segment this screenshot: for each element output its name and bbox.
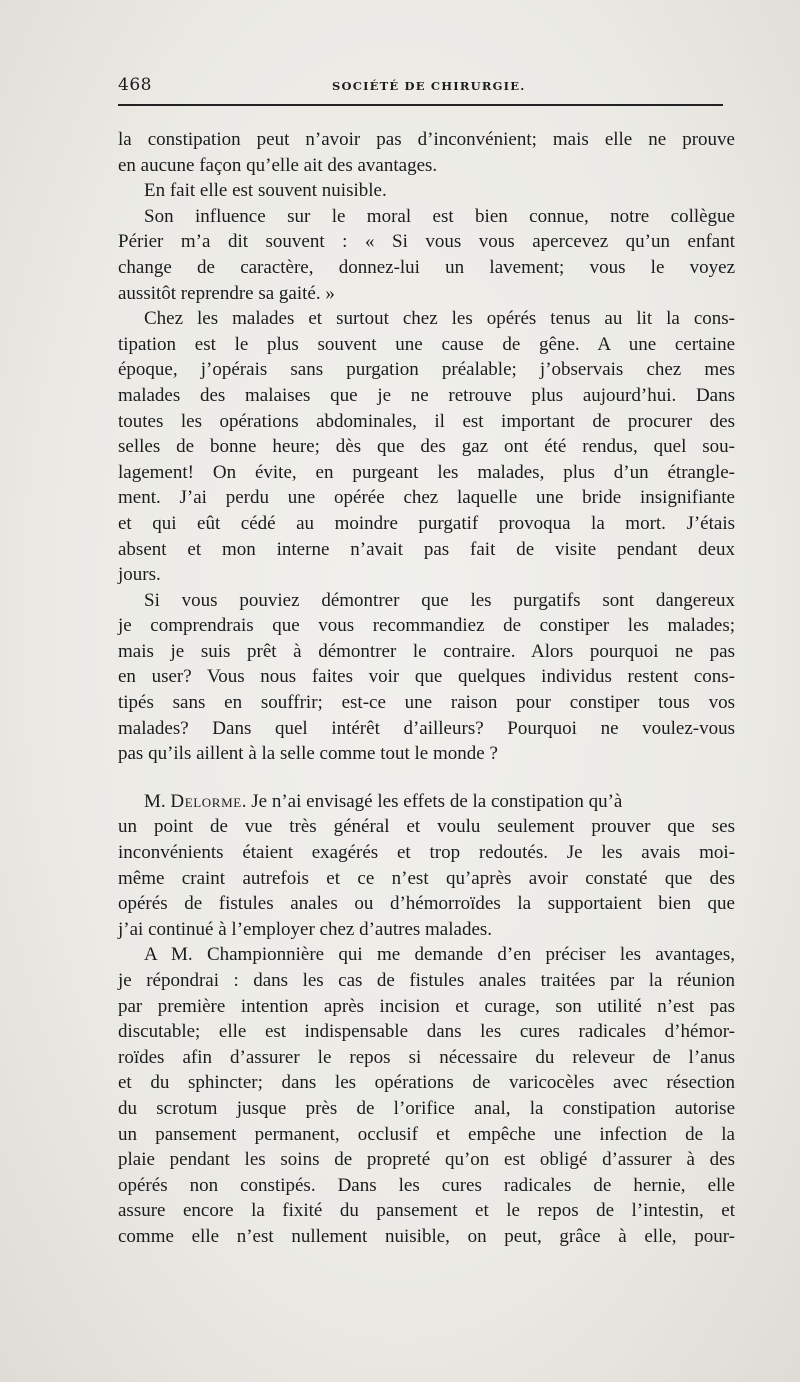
text-line: malades? Dans quel intérêt d’ailleurs? Pourquoi ne voulez-vous (118, 717, 735, 739)
speaker-line-rest: . Je n’ai envisagé les effets de la constipation qu’à (241, 790, 623, 812)
text-line: absent et mon interne n’avait pas fait de visite pendant deux (118, 538, 735, 560)
text-line: en aucune façon qu’elle ait des avantages. (118, 154, 438, 176)
text-line: je comprendrais que vous recommandiez de constiper les malades; (118, 615, 735, 637)
text-line: un point de vue très général et voulu seulement prouver que ses (118, 816, 735, 838)
speaker-prefix: M. (144, 790, 171, 812)
speaker-name: Delorme (170, 790, 242, 812)
text-line: opérés de fistules anales ou d’hémorroïdes la supportaient bien que (118, 893, 735, 915)
text-line: même craint autrefois et ce n’est qu’après avoir constaté que des (118, 867, 735, 889)
text-line: toutes les opérations abdominales, il est important de procurer des (118, 410, 735, 432)
text-line: et du sphincter; dans les opérations de varicocèles avec résection (118, 1072, 735, 1094)
text-line: époque, j’opérais sans purgation préalable; j’observais chez mes (118, 359, 735, 381)
paragraph-gap (118, 767, 735, 789)
text-line: assure encore la fixité du pansement et le repos de l’intestin, et (118, 1200, 735, 1222)
text-line: en user? Vous nous faites voir que quelques individus restent cons- (118, 666, 735, 688)
text-line: opérés non constipés. Dans les cures radicales de hernie, elle (118, 1174, 735, 1196)
text-line: plaie pendant les soins de propreté qu’on est obligé d’assurer à des (118, 1149, 735, 1171)
text-line: la constipation peut n’avoir pas d’inconvénient; mais elle ne prouve (118, 129, 735, 150)
body-text (118, 127, 735, 1250)
text-line: du scrotum jusque près de l’orifice anal, la constipation autorise (118, 1097, 735, 1119)
page-number: 468 (118, 75, 152, 95)
text-line: comme elle n’est nullement nuisible, on peut, grâce à elle, pour- (118, 1225, 735, 1247)
text-line: inconvénients étaient exagérés et trop redoutés. Je les avais moi- (118, 842, 735, 864)
text-line: tipés sans en souffrir; est-ce une raison pour constiper tous vos (118, 692, 735, 714)
text-line: j’ai continué à l’employer chez d’autres malades. (118, 918, 493, 940)
text-line: Périer m’a dit souvent : « Si vous vous apercevez qu’un enfant (118, 231, 735, 253)
text-line: A M. Championnière qui me demande d’en préciser les avantages, (144, 944, 735, 966)
text-line: ment. J’ai perdu une opérée chez laquelle une bride insignifiante (118, 487, 735, 509)
text-line: selles de bonne heure; dès que des gaz ont été rendus, quel sou- (118, 436, 735, 458)
text-line: Si vous pouviez démontrer que les purgatifs sont dangereux (144, 589, 735, 611)
text-line: change de caractère, donnez-lui un lavement; vous le voyez (118, 256, 735, 278)
text-line: aussitôt reprendre sa gaité. » (118, 282, 335, 304)
text-line: et qui eût cédé au moindre purgatif provoqua la mort. J’étais (118, 512, 735, 534)
text-line: malades des malaises que je ne retrouve plus aujourd’hui. Dans (118, 384, 735, 406)
header-rule (118, 104, 723, 106)
text-line: jours. (118, 564, 161, 586)
text-line: je répondrai : dans les cas de fistules anales traitées par la réunion (118, 970, 735, 991)
text-line: En fait elle est souvent nuisible. (144, 180, 387, 202)
text-line (118, 789, 735, 815)
page-header (118, 75, 723, 99)
text-line: lagement! On évite, en purgeant les malades, plus d’un étrangle- (118, 461, 735, 483)
text-line: pas qu’ils aillent à la selle comme tout le monde ? (118, 743, 498, 765)
text-line: Son influence sur le moral est bien connue, notre collègue (144, 205, 735, 227)
text-line: roïdes afin d’assurer le repos si nécessaire du releveur de l’anus (118, 1046, 735, 1068)
running-title: SOCIÉTÉ DE CHIRURGIE. (332, 79, 526, 93)
text-line: un pansement permanent, occlusif et empêche une infection de la (118, 1123, 735, 1145)
text-line: discutable; elle est indispensable dans les cures radicales d’hémor- (118, 1021, 735, 1043)
text-line: Chez les malades et surtout chez les opérés tenus au lit la cons- (144, 308, 735, 330)
text-line: tipation est le plus souvent une cause de gêne. A une certaine (118, 333, 735, 355)
text-line: par première intention après incision et curage, son utilité n’est pas (118, 995, 735, 1017)
text-line: mais je suis prêt à démontrer le contraire. Alors pourquoi ne pas (118, 640, 735, 662)
